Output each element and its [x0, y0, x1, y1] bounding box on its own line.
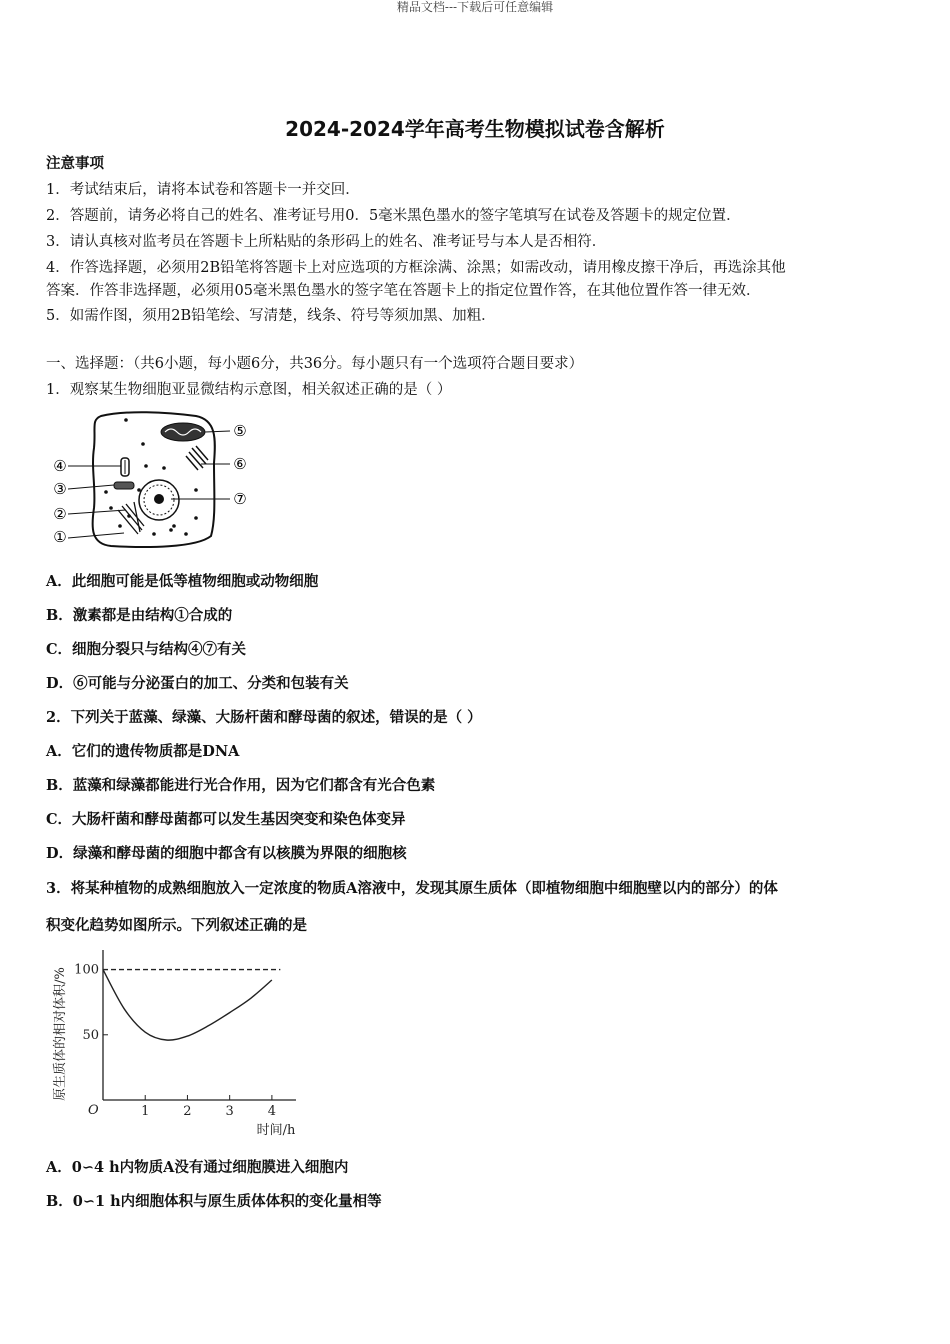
series-volume-curve	[103, 970, 272, 1041]
note-5: 5．如需作图，须用2B铅笔绘、写清楚，线条、符号等须加黑、加粗．	[46, 308, 496, 324]
q3-stem-1: 3．将某种植物的成熟细胞放入一定浓度的物质A溶液中，发现其原生质体（即植物细胞中细胞壁以内的部分）的体	[46, 880, 778, 897]
q1-option-d: D．⑥可能与分泌蛋白的加工、分类和包装有关	[46, 675, 349, 692]
label-1: ①	[53, 528, 67, 546]
label-5: ⑤	[233, 422, 247, 440]
note-2: 2．答题前，请务必将自己的姓名、准考证号用0．5毫米黑色墨水的签字笔填写在试卷及答题卡的规定位置．	[46, 208, 741, 224]
q3-option-a: A．0∽4 h内物质A没有通过细胞膜进入细胞内	[46, 1159, 349, 1176]
q2-stem: 2．下列关于蓝藻、绿藻、大肠杆菌和酵母菌的叙述，错误的是（ ）	[46, 709, 482, 726]
note-4-cont: 答案．作答非选择题，必须用05毫米黑色墨水的签字笔在答题卡上的指定位置作答，在其他位置作答一律无效．	[46, 283, 761, 299]
chart-origin: O	[88, 1103, 99, 1118]
y-tick-label-2: 100	[74, 962, 99, 978]
label-3: ③	[53, 480, 67, 498]
q3-option-b: B．0∽1 h内细胞体积与原生质体体积的变化量相等	[46, 1193, 382, 1210]
y-tick-label-1: 50	[82, 1027, 99, 1043]
page-title: 2024-2024学年高考生物模拟试卷含解析	[285, 117, 665, 141]
x-tick-label-3: 3	[225, 1104, 234, 1119]
volume-chart	[46, 946, 306, 1142]
label-2: ②	[53, 505, 67, 523]
chart-ylabel: 原生质体的相对体积/%	[53, 967, 68, 1101]
x-tick-label-1: 1	[141, 1104, 150, 1119]
page-header: 精品文档---下载后可任意编辑	[396, 0, 554, 14]
note-1: 1．考试结束后，请将本试卷和答题卡一并交回．	[46, 182, 360, 198]
q1-option-b: B．激素都是由结构①合成的	[46, 607, 233, 624]
q2-option-d: D．绿藻和酵母菌的细胞中都含有以核膜为界限的细胞核	[46, 845, 407, 862]
chart-xlabel: 时间/h	[256, 1123, 296, 1138]
q2-option-c: C．大肠杆菌和酵母菌都可以发生基因突变和染色体变异	[46, 811, 406, 828]
note-4: 4．作答选择题，必须用2B铅笔将答题卡上对应选项的方框涂满、涂黑；如需改动，请用橡皮擦干净后，再选涂其他	[46, 260, 786, 276]
q2-option-a: A．它们的遗传物质都是DNA	[46, 743, 240, 760]
q1-option-c: C．细胞分裂只与结构④⑦有关	[46, 641, 247, 658]
cell-diagram	[46, 408, 266, 556]
q1-option-a: A．此细胞可能是低等植物细胞或动物细胞	[46, 573, 319, 590]
notes-heading: 注意事项	[46, 155, 104, 172]
x-tick-label-2: 2	[183, 1104, 192, 1119]
q2-option-b: B．蓝藻和绿藻都能进行光合作用，因为它们都含有光合色素	[46, 777, 436, 794]
q3-stem-2: 积变化趋势如图所示。下列叙述正确的是	[46, 917, 307, 934]
q1-stem: 1．观察某生物细胞亚显微结构示意图，相关叙述正确的是（ ）	[46, 382, 452, 398]
section-heading: 一、选择题：（共6小题，每小题6分，共36分。每小题只有一个选项符合题目要求）	[46, 356, 584, 372]
label-6: ⑥	[233, 455, 247, 473]
x-tick-label-4: 4	[267, 1104, 277, 1119]
note-3: 3．请认真核对监考员在答题卡上所粘贴的条形码上的姓名、准考证号与本人是否相符．	[46, 234, 607, 250]
label-7: ⑦	[233, 490, 247, 508]
label-4: ④	[53, 457, 67, 475]
